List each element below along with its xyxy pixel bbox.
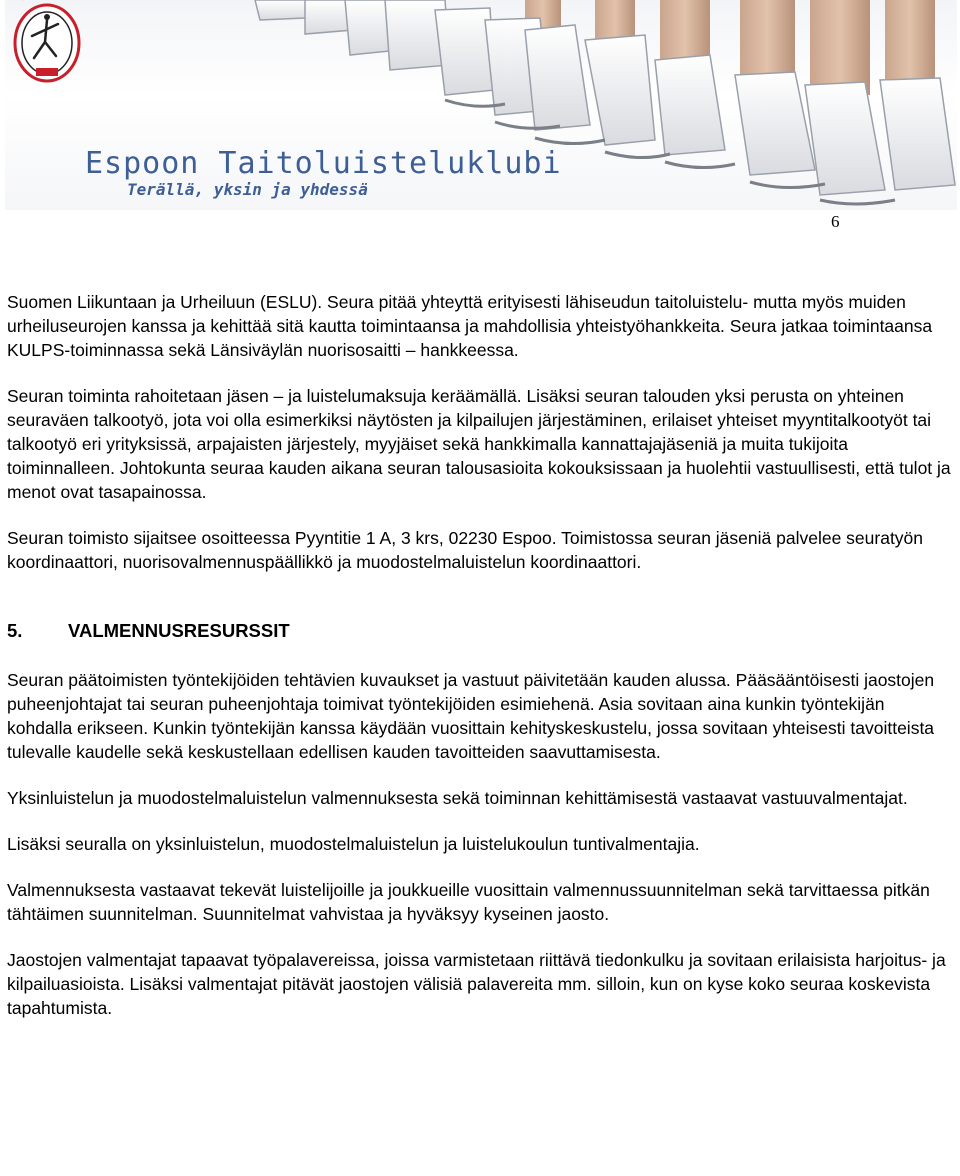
club-name: Espoon Taitoluisteluklubi: [85, 146, 562, 181]
club-logo: [12, 2, 82, 84]
paragraph: Yksinluistelun ja muodostelmaluistelun valmennuksesta sekä toiminnan kehittämisestä vastaavat vastuuvalmentajat.: [7, 788, 908, 808]
section-title: VALMENNUSRESURSSIT: [68, 620, 290, 641]
paragraph: Seuran toiminta rahoitetaan jäsen – ja luistelumaksuja keräämällä. Lisäksi seuran talouden yksi perusta on yhteinen seuraväen talkootyö, jota voi olla esimerkiksi näytösten ja kilpailujen järjestäminen, erilaiset yhteiset myyntitalkootyöt tai talkootyö eri yrityksissä, arpajaisten järjestely, myyjäiset sekä hankkimalla kannattajajäseniä ja muita tukijoita toiminnalleen. Johtokunta seuraa kauden aikana seuran talousasioita kokouksissaan ja huolehtii vastuullisesti, että tulot ja menot ovat tasapainossa.: [7, 386, 951, 502]
paragraph: Seuran toimisto sijaitsee osoitteessa Pyyntitie 1 A, 3 krs, 02230 Espoo. Toimistossa seuran jäseniä palvelee seuratyön koordinaattori, nuorisovalmennuspäällikkö ja muodostelmaluistelun koordinaattori.: [7, 528, 924, 572]
paragraph: Jaostojen valmentajat tapaavat työpalavereissa, joissa varmistetaan riittävä tiedonkulku ja sovitaan erilaisista harjoitus- ja kilpailuasioista. Lisäksi valmentajat pitävät jaostojen välisiä palavereita mm. silloin, kun on kyse koko seuraa koskevista tapahtumista.: [7, 950, 946, 1018]
section-number: 5.: [7, 620, 23, 641]
club-slogan: Terällä, yksin ja yhdessä: [127, 180, 368, 199]
paragraph: Valmennuksesta vastaavat tekevät luistelijoille ja joukkueille vuosittain valmennussuunnitelman sekä tarvittaessa pitkän tähtäimen suunnitelman. Suunnitelmat vahvistaa ja hyväksyy kyseinen jaosto.: [7, 880, 930, 924]
paragraph: Seuran päätoimisten työntekijöiden tehtävien kuvaukset ja vastuut päivitetään kauden alussa. Pääsääntöisesti jaostojen puheenjohtajat tai seuran puheenjohtaja toimivat työntekijöiden esimiehenä. Asia sovitaan aina kunkin työntekijän kohdalla erikseen. Kunkin työntekijän kanssa käydään vuosittain kehityskeskustelu, jossa sovitaan yhteisesti tavoitteista tulevalle kaudelle sekä keskustellaan edellisen kauden tavoitteiden saavuttamisesta.: [7, 670, 935, 762]
header-banner: [5, 0, 957, 210]
paragraph: Suomen Liikuntaan ja Urheiluun (ESLU). Seura pitää yhteyttä erityisesti lähiseudun taitoluistelu- mutta myös muiden urheiluseurojen kanssa ja kehittää sitä kautta toimintaansa ja mahdollisia yhteistyöhankkeita. Seura jatkaa toimintaansa KULPS-toiminnassa sekä Länsiväylän nuorisosaitti – hankkeessa.: [7, 292, 933, 360]
section-heading: [7, 619, 952, 643]
document-body: [7, 290, 952, 1020]
page-number: 6: [831, 212, 840, 231]
paragraph: Lisäksi seuralla on yksinluistelun, muodostelmaluistelun ja luistelukoulun tuntivalmentajia.: [7, 834, 700, 854]
